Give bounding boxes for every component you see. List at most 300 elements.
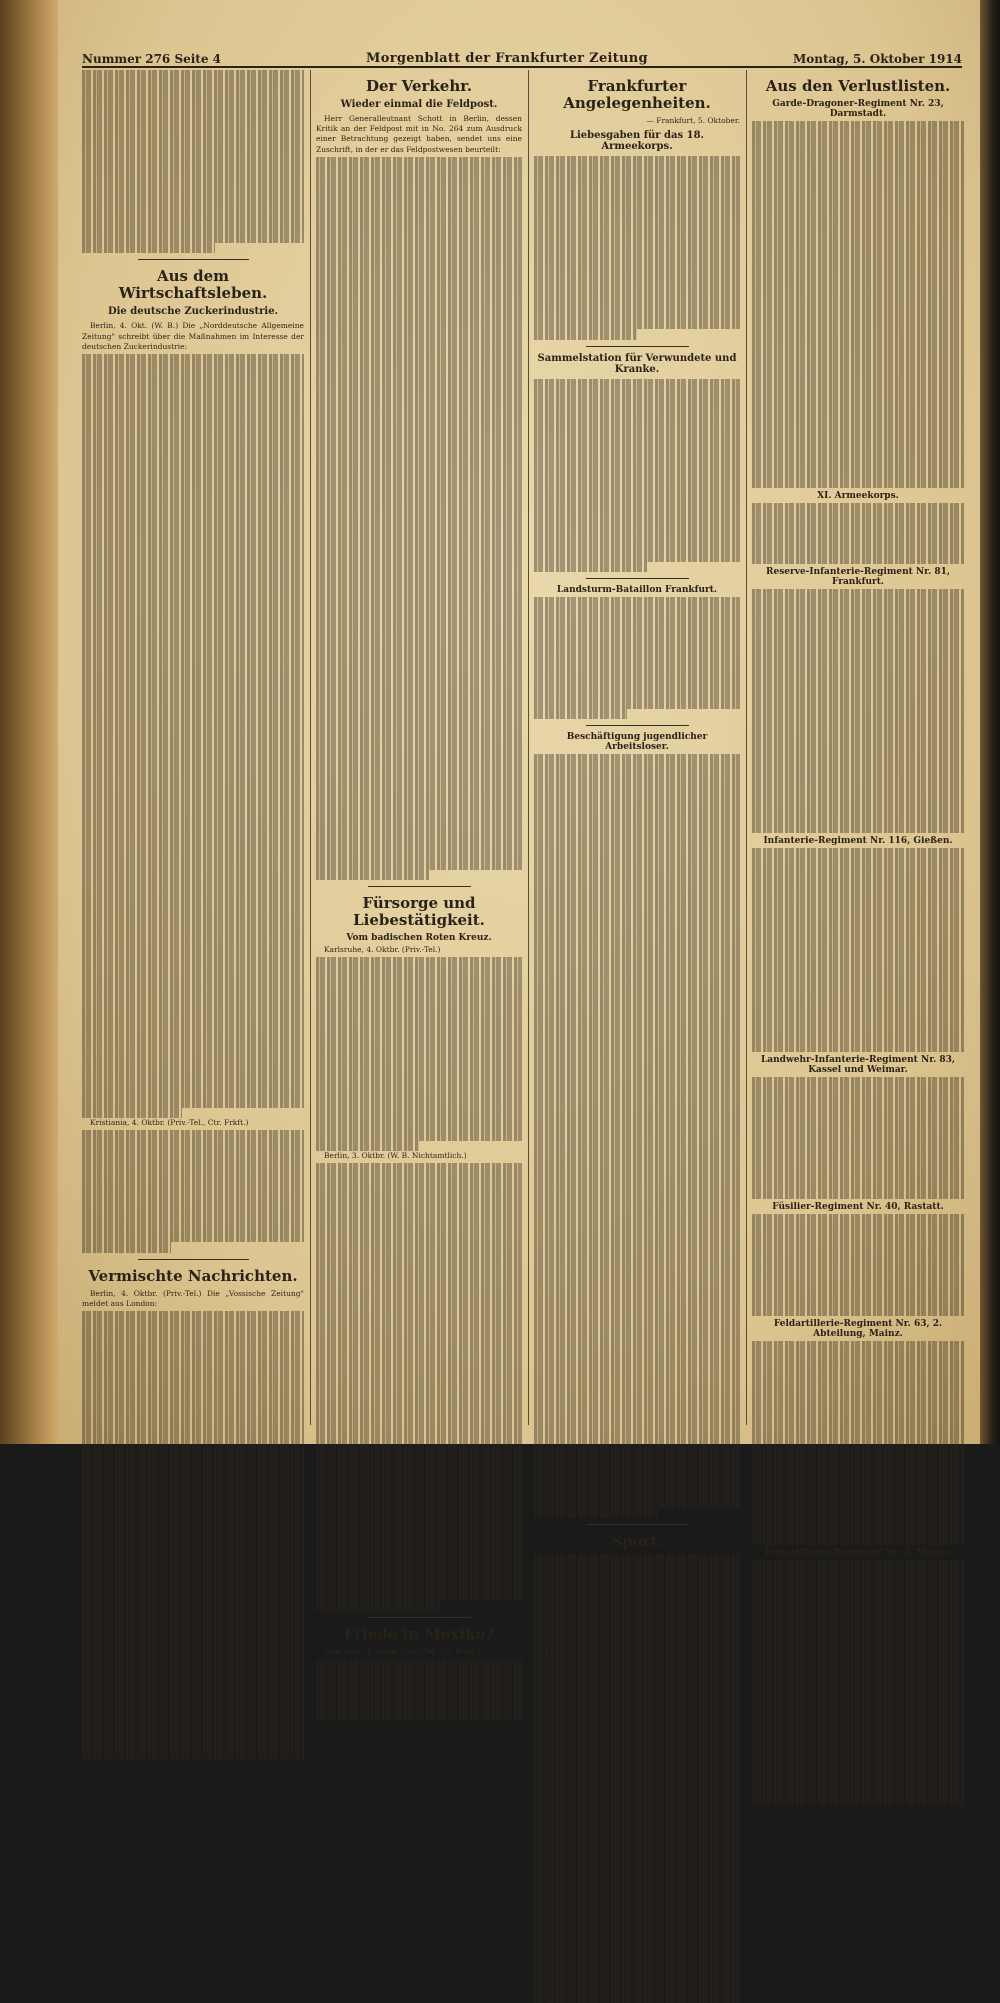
text-line [316,636,522,646]
text-line [534,1656,740,1666]
text-line [82,904,304,914]
text-line [534,628,740,638]
text-line [534,1305,740,1315]
text-line [752,619,964,629]
article-feldpost-lead: Herr Generalleutnant Schott in Berlin, dessen Kritik an der Feldpost mit in No. 264 zum Ausdruck einer Betrachtung gezeigt haben, sendet uns eine Zuschrift, in der er das Feldpostwesen beurteilt: [316,114,522,154]
text-line [82,1382,304,1392]
text-line [82,772,304,782]
text-line [82,1047,304,1057]
text-line [534,765,740,775]
text-line [534,846,740,856]
text-line [82,435,304,445]
text-line [316,968,522,978]
text-line [534,1355,740,1365]
text-line [752,889,964,899]
text-line [752,1214,964,1224]
text-line [534,1366,740,1376]
text-line [752,1784,964,1794]
text-line [316,1069,522,1079]
text-line [534,480,740,490]
text-line [316,1039,522,1049]
text-line [316,585,522,595]
text-line [534,1457,740,1467]
text-line [316,819,522,829]
text-line [752,152,964,162]
text-line [316,299,522,309]
text-line [316,1224,522,1234]
heading-vermischte: Vermischte Nachrichten. [88,1266,298,1285]
text-line [752,1525,964,1535]
text-line [82,131,304,141]
text-line [316,768,522,778]
text-line [752,1225,964,1235]
text-line [82,1454,304,1464]
text-line [752,503,964,513]
text-line [82,354,304,364]
text-line [82,1222,304,1232]
text-line [82,975,304,985]
text-line [316,1710,522,1720]
text-line [534,1728,740,1738]
text-line [316,1499,522,1509]
text-line [316,1357,522,1367]
text-line [534,709,627,719]
text-line [316,524,522,534]
text-line [82,507,304,517]
text-line [534,470,740,480]
text-line [82,1739,304,1749]
text-line [752,1286,964,1296]
text-line [82,243,215,253]
text-line [534,1376,740,1386]
text-line [82,456,304,466]
text-line [82,425,304,435]
text-line [316,177,522,187]
text-line [752,1118,964,1128]
text-line [752,1733,964,1743]
text-line [752,752,964,762]
text-line [752,544,964,554]
text-line [316,1459,522,1469]
text-line [82,1016,304,1026]
text-line [534,1585,740,1595]
text-line [752,960,964,970]
text-line [752,1631,964,1641]
column-rule [746,70,747,1425]
text-line [316,687,522,697]
text-line [534,187,740,197]
text-line [534,887,740,897]
text-line [316,697,522,707]
text-line [534,491,740,501]
text-line [82,395,304,405]
text-line [534,1850,740,1860]
text-line [752,1474,964,1484]
text-line [752,1087,964,1097]
text-line [316,1194,522,1204]
text-line [534,268,740,278]
text-line [316,1141,419,1151]
text-line [82,1566,304,1576]
text-line [316,1540,522,1550]
text-line [316,564,522,574]
text-line [316,483,522,493]
text-line [752,1148,964,1158]
text-line [752,335,964,345]
text-line [752,523,964,533]
text-line [316,1306,522,1316]
text-line [752,162,964,172]
text-line [316,340,522,350]
text-line [316,1438,522,1448]
text-line [82,1352,304,1362]
text-line [752,772,964,782]
text-line [534,907,740,917]
text-line [752,1464,964,1474]
text-line [534,1233,740,1243]
text-line [752,1189,964,1199]
text-line [82,833,304,843]
text-line [752,141,964,151]
text-line [82,1403,304,1413]
text-line [534,1386,740,1396]
page-edge-shadow [980,0,1000,1444]
text-line [82,415,304,425]
text-line [316,1469,522,1479]
text-line [82,629,304,639]
text-line [316,717,522,727]
text-line [316,809,522,819]
text-line [534,419,740,429]
text-line [752,406,964,416]
heading-sport: Sport. [611,1532,663,1551]
text-line [316,391,522,401]
text-line [534,1911,740,1921]
text-line [82,700,304,710]
column-3 [534,70,740,1551]
regiment-heading: Infanterie-Regiment Nr. 116, Gießen. [763,836,953,847]
text-line [534,618,740,628]
text-line [534,795,740,805]
text-line [752,589,964,599]
text-line [752,1169,964,1179]
text-line [316,1408,522,1418]
text-line [534,1213,740,1223]
text-line [752,1098,964,1108]
text-line [534,1809,740,1819]
text-line [316,473,522,483]
text-line [82,996,304,1006]
text-line [534,1982,740,1992]
text-line [534,1819,740,1829]
regiment-heading: Garde-Dragoner-Regiment Nr. 23, Darmstadt. [772,99,944,119]
newspaper-page [58,0,980,1657]
text-line [82,1087,304,1097]
text-line [316,1448,522,1458]
text-line [82,1464,304,1474]
masthead [82,44,962,68]
text-line [82,751,304,761]
text-line [752,1276,964,1286]
text-line [316,544,522,554]
text-line [316,249,522,259]
text-line [316,1571,522,1581]
text-line [316,1660,522,1670]
text-line [752,803,964,813]
text-line [316,778,522,788]
text-line [82,609,304,619]
text-line [82,690,304,700]
text-line [752,1372,964,1382]
text-line [752,920,964,930]
text-line [82,721,304,731]
text-line [82,812,304,822]
text-line [316,412,522,422]
text-line [752,1128,964,1138]
text-line [82,1212,304,1222]
text-line [534,521,740,531]
text-line [82,1718,304,1728]
text-line [316,978,522,988]
text-line [316,371,522,381]
text-line [534,1687,740,1697]
text-line [316,554,522,564]
text-line [534,1009,740,1019]
text-line [316,238,522,248]
text-line [752,793,964,803]
text-line [534,1748,740,1758]
text-line [316,1700,522,1710]
text-line [82,1586,304,1596]
text-line [752,1108,964,1118]
text-line [752,650,964,660]
text-line [82,598,304,608]
text-line [752,1535,964,1545]
text-line [534,1779,740,1789]
text-line [316,401,522,411]
text-line [316,1131,522,1141]
text-line [82,1067,304,1077]
column-1 [82,70,304,1430]
text-line [752,1306,964,1316]
text-line [752,1662,964,1672]
text-line [534,826,740,836]
column-rule [310,70,311,1425]
text-line [82,874,304,884]
text-line [316,1428,522,1438]
text-line [752,213,964,223]
text-line [534,562,647,572]
heading-fuersorge: Fürsorge und Liebestätigkeit. [353,894,485,930]
text-line [316,656,522,666]
text-line [82,660,304,670]
text-line [316,442,522,452]
text-line [534,938,740,948]
text-line [752,1672,964,1682]
text-line [316,1387,522,1397]
text-line [316,462,522,472]
heading-feldpost: Wieder einmal die Feldpost. [340,99,498,110]
text-line [534,1050,740,1060]
text-line [752,294,964,304]
text-line [82,1130,304,1140]
text-line [534,1080,740,1090]
text-line [752,1245,964,1255]
text-line [752,813,964,823]
text-line [752,386,964,396]
text-line [534,1182,740,1192]
text-line [534,1294,740,1304]
text-line [82,1606,304,1616]
text-line [534,511,740,521]
text-line [752,437,964,447]
text-line [82,1474,304,1484]
text-line [534,1891,740,1901]
text-line [752,1642,964,1652]
text-line [752,1001,964,1011]
text-line [316,1163,522,1173]
text-line [316,289,522,299]
text-line [82,578,304,588]
text-line [534,1860,740,1870]
text-line [82,1627,304,1637]
text-line [316,605,522,615]
text-line [82,1026,304,1036]
text-line [82,619,304,629]
text-line [82,1525,304,1535]
text-line [534,399,740,409]
text-line [534,607,740,617]
text-line [316,361,522,371]
text-line [752,630,964,640]
text-line [534,1264,740,1274]
text-line [534,917,740,927]
text-line [752,1591,964,1601]
article-berlin-london: Berlin, 4. Oktbr. (Priv.-Tel.) Die „Vossische Zeitung" meldet aus London: [82,1288,304,1308]
text-line [534,440,740,450]
text-line [752,711,964,721]
text-line [752,233,964,243]
text-line [752,223,964,233]
text-line [752,640,964,650]
text-line [534,409,740,419]
text-line [534,658,740,668]
text-line [82,863,304,873]
text-line [534,805,740,815]
text-line [316,1397,522,1407]
text-line [82,1749,304,1759]
text-line [752,981,964,991]
text-line [752,533,964,543]
text-line [82,111,304,121]
article-zucker-lead: Berlin, 4. Okt. (W. B.) Die „Norddeutsche Allgemeine Zeitung" schreibt über die Maßnahmen im Interesse der deutschen Zuckerindustrie: [82,321,304,351]
text-line [82,1392,304,1402]
text-line [82,1667,304,1677]
text-line [82,90,304,100]
text-line [534,1152,740,1162]
column-2 [316,70,522,1657]
text-line [752,427,964,437]
text-line [316,1234,522,1244]
text-line [752,701,964,711]
text-line [752,1159,964,1169]
text-line [534,897,740,907]
text-line [752,447,964,457]
text-line [82,1515,304,1525]
article-kristiania: Kristiania, 4. Oktbr. (Priv.-Tel., Ctr. Frkft.) [90,1118,249,1128]
text-line [534,1427,740,1437]
masthead-title: Morgenblatt der Frankfurter Zeitung [366,51,648,66]
text-line [82,374,304,384]
article-berlin-3: Berlin, 3. Oktbr. (W. B. Nichtamtlich.) [324,1150,467,1160]
text-line [316,1100,522,1110]
text-line [752,869,964,879]
text-line [534,877,740,887]
text-line [316,1509,522,1519]
text-line [534,1646,740,1656]
text-line [534,648,740,658]
text-line [316,1110,522,1120]
text-line [82,80,304,90]
text-line [316,615,522,625]
text-line [82,924,304,934]
text-line [316,1418,522,1428]
text-line [316,1245,522,1255]
text-line [316,320,522,330]
text-line [316,1275,522,1285]
text-line [82,894,304,904]
text-line [82,680,304,690]
text-line [316,1601,440,1611]
text-line [752,1296,964,1306]
text-line [316,1680,522,1690]
text-line [534,299,740,309]
text-line [534,1335,740,1345]
text-line [82,527,304,537]
heading-zuckerindustrie: Die deutsche Zuckerindustrie. [107,306,279,318]
text-line [316,860,522,870]
text-line [534,1738,740,1748]
text-line [82,537,304,547]
text-line [316,1255,522,1265]
text-line [316,1520,522,1530]
masthead-date: Montag, 5. Oktober 1914 [792,52,962,66]
text-line [752,253,964,263]
text-line [82,884,304,894]
text-line [82,792,304,802]
text-line [316,625,522,635]
text-line [316,432,522,442]
text-line [534,1717,740,1727]
text-line [82,1535,304,1545]
text-line [82,1678,304,1688]
text-line [316,1316,522,1326]
text-line [316,503,522,513]
text-line [316,1581,522,1591]
text-line [752,1774,964,1784]
text-line [752,1794,964,1804]
text-line [534,309,740,319]
heading-beschaeftigung: Beschäftigung jugendlicher Arbeitsloser. [566,732,708,753]
article-karlsruhe: Karlsruhe, 4. Oktbr. (Priv.-Tel.) [324,945,441,955]
text-line [82,986,304,996]
text-line [316,1008,522,1018]
text-line [752,762,964,772]
text-line [82,202,304,212]
text-line [534,1040,740,1050]
text-line [534,177,740,187]
text-line [82,1545,304,1555]
